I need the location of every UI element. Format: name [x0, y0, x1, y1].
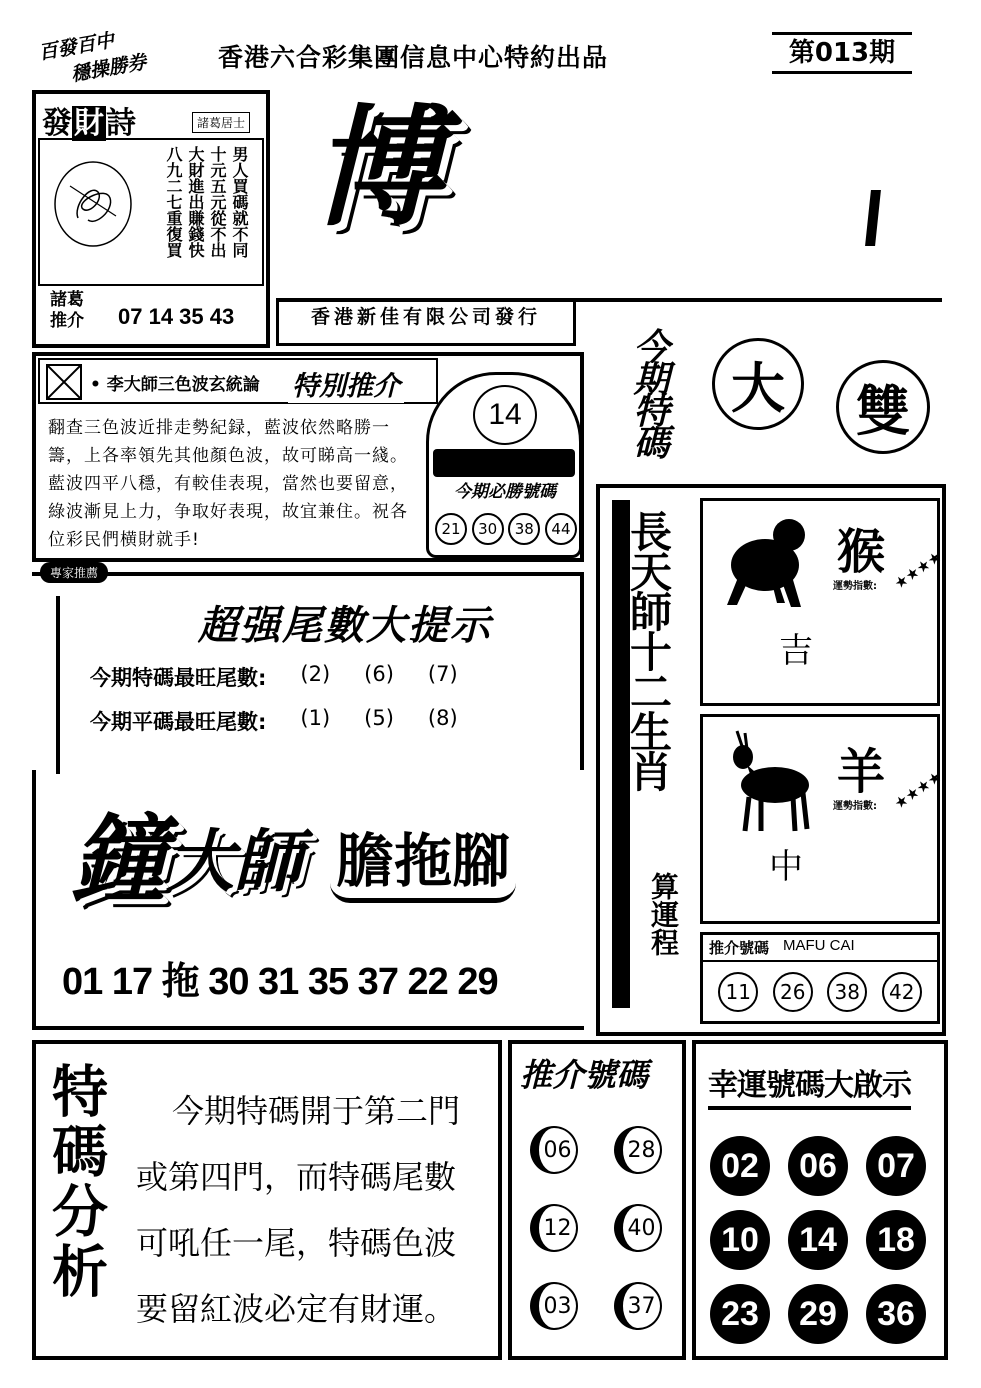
number-ball: 40 — [614, 1204, 662, 1252]
number-ball: 12 — [530, 1204, 578, 1252]
zodiac-recommend-header — [703, 935, 937, 962]
fortune-index-label: 運勢指數: — [833, 801, 877, 812]
analysis-lines — [136, 1078, 460, 1342]
number-ball: 10 — [710, 1210, 770, 1270]
zhong-master-box — [32, 770, 584, 1030]
must-win-set — [435, 513, 577, 545]
poem-box — [32, 90, 270, 348]
analysis-line: 或第四門，而特碼尾數 — [136, 1158, 457, 1196]
lucky-grid — [710, 1136, 926, 1344]
number-ball: 28 — [614, 1126, 662, 1174]
tail-row-special — [90, 662, 458, 692]
zodiac-box — [596, 484, 946, 1036]
zhong-master-name-b: 大師 — [166, 823, 303, 902]
analysis-line: 要留紅波必定有財運。 — [136, 1290, 457, 1328]
poem-recommend-label — [50, 290, 84, 332]
publisher-bar — [276, 302, 576, 346]
logo — [36, 14, 183, 91]
goat-icon — [717, 727, 815, 837]
number-ball: 37 — [614, 1282, 662, 1330]
number-ball: 11 — [718, 972, 758, 1012]
poem-column: 大財進出賺錢快 — [186, 146, 205, 258]
special-pick-2: 雙 — [836, 360, 930, 454]
zhong-master-numbers: 01 17 拖 30 31 35 37 22 29 — [62, 961, 498, 1003]
must-win-panel — [426, 372, 582, 558]
number-ball: 38 — [827, 972, 867, 1012]
tail-value: (1) — [300, 706, 331, 730]
must-win-label: 今期必勝號碼 — [454, 482, 556, 502]
poem-content-frame — [38, 138, 264, 286]
poem-columns — [164, 146, 248, 282]
number-ball: 02 — [710, 1136, 770, 1196]
special-code-label: 今期特碼 — [628, 328, 669, 456]
zodiac-recommend-brand: MAFU CAI — [783, 937, 855, 954]
poem-recommend-label-2: 推介 — [50, 311, 84, 331]
fortune-stars-icon: ★★★★ — [890, 547, 946, 593]
number-ball: 07 — [866, 1136, 926, 1196]
poem-title — [42, 98, 136, 142]
tail-value: (5) — [364, 706, 394, 730]
must-win-number: 14 — [473, 385, 537, 445]
zodiac-vertical-sub: 算運程 — [647, 872, 680, 956]
tail-value: (6) — [364, 662, 394, 686]
number-ball: 36 — [866, 1284, 926, 1344]
analysis-vertical-title: 特碼分析 — [43, 1062, 108, 1302]
fortune-index-label: 運勢指數: — [833, 581, 877, 592]
masthead-mark — [865, 190, 881, 246]
tail-row-label: 今期平碼最旺尾數: — [90, 710, 267, 734]
publisher: 香港新佳有限公司發行 — [310, 306, 541, 328]
zodiac-card — [700, 714, 946, 924]
must-win-ball: 38 — [508, 513, 540, 545]
number-ball: 18 — [866, 1210, 926, 1270]
zodiac-fortune: 吉 — [779, 631, 813, 671]
poem-recommend-label-1: 諸葛 — [50, 290, 84, 310]
poem-column: 男人買碼就不同 — [230, 146, 249, 258]
recommend-box — [508, 1040, 686, 1360]
zodiac-vertical-title: 長天師十二生肖 — [624, 510, 673, 790]
li-master-paragraph: 翻查三色波近排走勢紀録，藍波依然略勝一籌，上各率領先其他顏色波，故可睇高一綫。藍波四平八穩，有較佳表現，當然也要留意，綠波漸見上力，争取好表現，故宜兼住。祝各位彩民們横財就手! — [48, 418, 408, 550]
page-title: 香港六合彩集團信息中心特約出品 — [218, 43, 609, 72]
fortune-stars-icon: ★★★★ — [890, 767, 946, 813]
masthead-big-char: 博 — [312, 92, 443, 244]
special-recommend-badge: 特別推介 — [288, 364, 404, 403]
zodiac-recommend-label: 推介號碼 — [709, 939, 770, 957]
tail-row-normal — [90, 706, 458, 736]
logo-line-1: 百發百中 — [37, 29, 116, 65]
number-ball: 23 — [710, 1284, 770, 1344]
expert-tag: 專家推薦 — [40, 562, 108, 583]
zhong-master-slogan: 膽拖腳 — [330, 814, 516, 903]
recommend-grid — [530, 1126, 674, 1330]
lucky-box — [692, 1040, 948, 1360]
poem-title-a: 發 — [42, 106, 72, 141]
tail-row-label: 今期特碼最旺尾數: — [90, 666, 267, 690]
number-ball: 03 — [530, 1282, 578, 1330]
checkbox-icon — [46, 364, 82, 400]
zodiac-animal-name: 羊 — [837, 744, 886, 800]
number-ball: 29 — [788, 1284, 848, 1344]
poem-author: 諸葛居士 — [192, 112, 250, 133]
tail-hint-title: 超强尾數大提示 — [198, 603, 492, 649]
zodiac-animal-name: 猴 — [837, 524, 886, 580]
number-ball: 06 — [530, 1126, 578, 1174]
tail-value: (8) — [427, 706, 458, 730]
number-ball: 14 — [788, 1210, 848, 1270]
tail-value: (7) — [427, 662, 458, 686]
number-ball: 26 — [773, 972, 813, 1012]
tail-hint-left-rule — [56, 596, 60, 774]
poem-recommend-numbers: 07 14 35 43 — [118, 304, 235, 329]
li-master-header: • 李大師三色波玄統論 — [90, 375, 260, 395]
must-win-ball: 44 — [545, 513, 577, 545]
analysis-box — [32, 1040, 502, 1360]
tail-hint-box — [32, 566, 584, 770]
number-ball: 06 — [788, 1136, 848, 1196]
poem-column: 八九二七重復買 — [164, 146, 183, 258]
poem-title-b: 財 — [74, 106, 104, 141]
zodiac-recommend — [700, 932, 940, 1024]
must-win-ball: 30 — [472, 513, 504, 545]
recommend-title: 推介號碼 — [520, 1056, 649, 1094]
number-ball: 42 — [882, 972, 922, 1012]
signature-icon — [48, 156, 138, 252]
special-pick-1: 大 — [712, 338, 804, 430]
analysis-line: 今期特碼開于第二門 — [172, 1092, 461, 1130]
monkey-icon — [717, 513, 813, 609]
zodiac-vertical-strip — [612, 500, 680, 1008]
poem-title-c: 詩 — [106, 106, 136, 141]
zodiac-recommend-numbers — [703, 962, 937, 1012]
must-win-ball: 21 — [435, 513, 467, 545]
logo-line-2: 穩操勝券 — [69, 51, 149, 86]
analysis-line: 可吼任一尾，特碼色波 — [136, 1224, 457, 1262]
lucky-title: 幸運號碼大啟示 — [708, 1060, 911, 1110]
must-win-dark-band — [433, 449, 575, 477]
li-master-box — [32, 352, 584, 562]
zodiac-card — [700, 498, 946, 706]
tail-value: (2) — [300, 662, 331, 686]
zhong-master-name-a: 鐘 — [70, 804, 166, 916]
issue-number: 第013期 — [772, 32, 912, 74]
zodiac-fortune: 中 — [769, 847, 803, 887]
poem-column: 十元五元從不出 — [208, 146, 227, 258]
